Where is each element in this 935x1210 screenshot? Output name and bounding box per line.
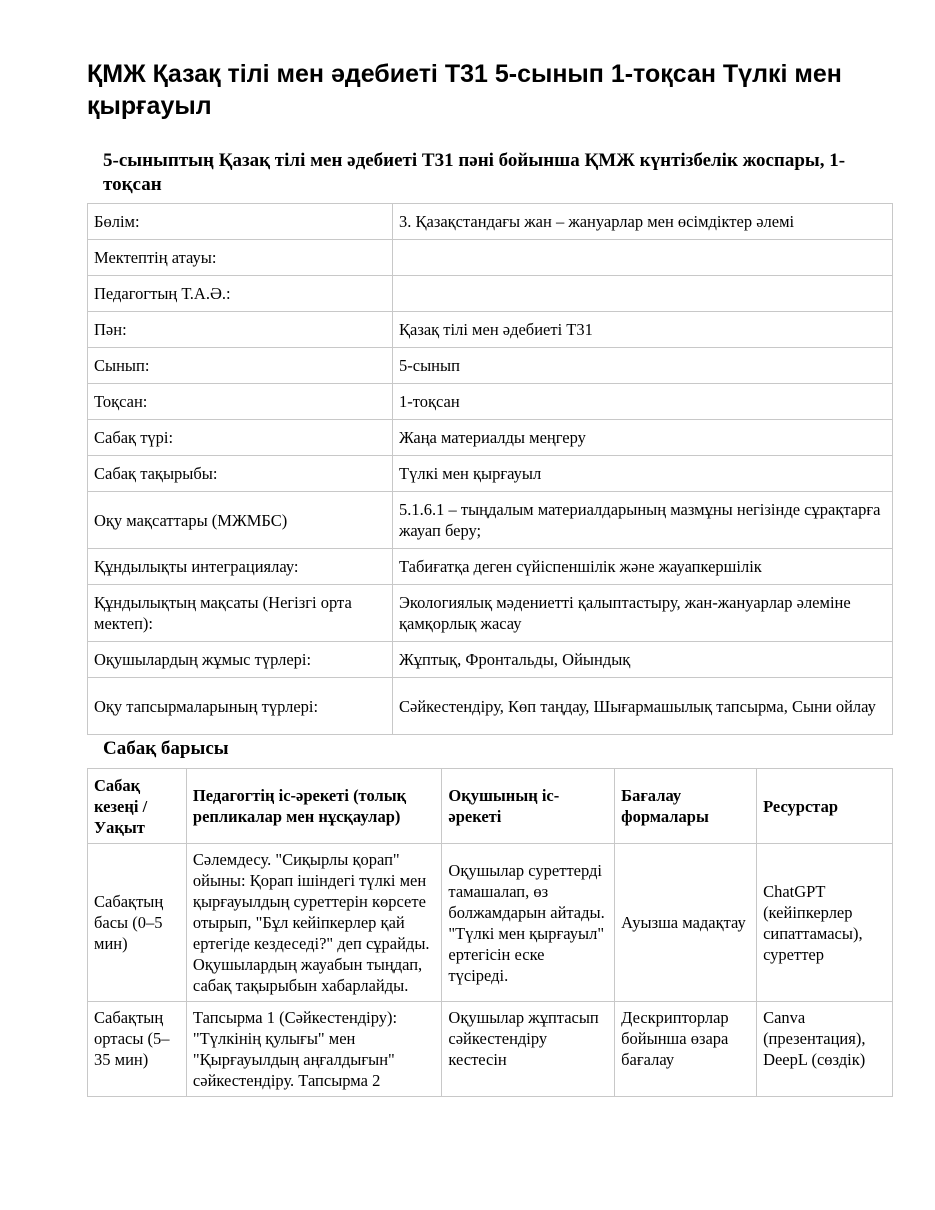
lesson-row <box>88 844 893 1002</box>
lesson-cell-teacher: Тапсырма 1 (Сәйкестендіру): "Түлкінің қулығы" мен "Қырғауылдың аңғалдығын" сәйкестендіру. Тапсырма 2 <box>186 1002 441 1097</box>
lesson-cell-resources: ChatGPT (кейіпкерлер сипаттамасы), суреттер <box>757 844 893 1002</box>
info-row <box>88 456 893 492</box>
header-resources: Ресурстар <box>757 769 893 844</box>
info-value: Табиғатқа деген сүйіспеншілік және жауапкершілік <box>393 549 893 585</box>
info-value: Қазақ тілі мен әдебиеті Т31 <box>393 312 893 348</box>
lesson-cell-stage: Сабақтың басы (0–5 мин) <box>88 844 187 1002</box>
info-key: Сабақ түрі: <box>88 420 393 456</box>
info-value: 5.1.6.1 – тыңдалым материалдарының мазмұны негізінде сұрақтарға жауап беру; <box>393 492 893 549</box>
info-value: Экологиялық мәдениетті қалыптастыру, жан-жануарлар әлеміне қамқорлық жасау <box>393 585 893 642</box>
lesson-table <box>87 768 893 1097</box>
info-key: Мектептің атауы: <box>88 240 393 276</box>
info-value <box>393 240 893 276</box>
info-value: Сәйкестендіру, Көп таңдау, Шығармашылық тапсырма, Сыни ойлау <box>393 678 893 735</box>
info-key: Оқу мақсаттары (МЖМБС) <box>88 492 393 549</box>
info-row <box>88 384 893 420</box>
lesson-heading: Сабақ барысы <box>103 738 229 759</box>
info-value <box>393 276 893 312</box>
info-row <box>88 276 893 312</box>
info-key: Бөлім: <box>88 204 393 240</box>
lesson-cell-student: Оқушылар жұптасып сәйкестендіру кестесін <box>442 1002 615 1097</box>
info-row <box>88 585 893 642</box>
lesson-cell-student: Оқушылар суреттерді тамашалап, өз болжамдарын айтады. "Түлкі мен қырғауыл" ертегісін еске түсіреді. <box>442 844 615 1002</box>
lesson-cell-stage: Сабақтың ортасы (5–35 мин) <box>88 1002 187 1097</box>
info-key: Оқушылардың жұмыс түрлері: <box>88 642 393 678</box>
lesson-row <box>88 1002 893 1097</box>
info-row <box>88 678 893 735</box>
info-value: Жұптық, Фронтальды, Ойындық <box>393 642 893 678</box>
info-value: 5-сынып <box>393 348 893 384</box>
info-key: Құндылықтың мақсаты (Негізгі орта мектеп): <box>88 585 393 642</box>
header-assessment: Бағалау формалары <box>615 769 757 844</box>
info-key: Тоқсан: <box>88 384 393 420</box>
info-row <box>88 492 893 549</box>
header-student: Оқушының іс-әрекеті <box>442 769 615 844</box>
info-value: Жаңа материалды меңгеру <box>393 420 893 456</box>
info-table <box>87 203 893 735</box>
header-teacher: Педагогтің іс-әрекеті (толық репликалар мен нұсқаулар) <box>186 769 441 844</box>
plan-subtitle: 5-сыныптың Қазақ тілі мен әдебиеті Т31 пәні бойынша ҚМЖ күнтізбелік жоспары, 1-тоқсан <box>103 150 846 195</box>
info-row <box>88 240 893 276</box>
info-row <box>88 549 893 585</box>
info-row <box>88 642 893 678</box>
info-row <box>88 312 893 348</box>
info-row <box>88 420 893 456</box>
info-row <box>88 204 893 240</box>
info-key: Оқу тапсырмаларының түрлері: <box>88 678 393 735</box>
info-row <box>88 348 893 384</box>
lesson-cell-assessment: Ауызша мадақтау <box>615 844 757 1002</box>
info-value: Түлкі мен қырғауыл <box>393 456 893 492</box>
info-key: Сабақ тақырыбы: <box>88 456 393 492</box>
lesson-cell-assessment: Дескрипторлар бойынша өзара бағалау <box>615 1002 757 1097</box>
info-key: Сынып: <box>88 348 393 384</box>
info-value: 1-тоқсан <box>393 384 893 420</box>
info-key: Құндылықты интеграциялау: <box>88 549 393 585</box>
document-title: ҚМЖ Қазақ тілі мен әдебиеті Т31 5-сынып 1-тоқсан Түлкі мен қырғауыл <box>87 60 842 120</box>
info-key: Пән: <box>88 312 393 348</box>
lesson-header-row <box>88 769 893 844</box>
lesson-cell-teacher: Сәлемдесу. "Сиқырлы қорап" ойыны: Қорап ішіндегі түлкі мен қырғауылдың суреттерін көрсете отырып, "Бұл кейіпкерлер қай ертегіде кездеседі?" деп сұрайды. Оқушылардың жауабын тыңдап, сабақ тақырыбын хабарлайды. <box>186 844 441 1002</box>
header-stage: Сабақ кезеңі / Уақыт <box>88 769 187 844</box>
info-key: Педагогтың Т.А.Ә.: <box>88 276 393 312</box>
info-value: 3. Қазақстандағы жан – жануарлар мен өсімдіктер әлемі <box>393 204 893 240</box>
lesson-cell-resources: Canva (презентация), DeepL (сөздік) <box>757 1002 893 1097</box>
